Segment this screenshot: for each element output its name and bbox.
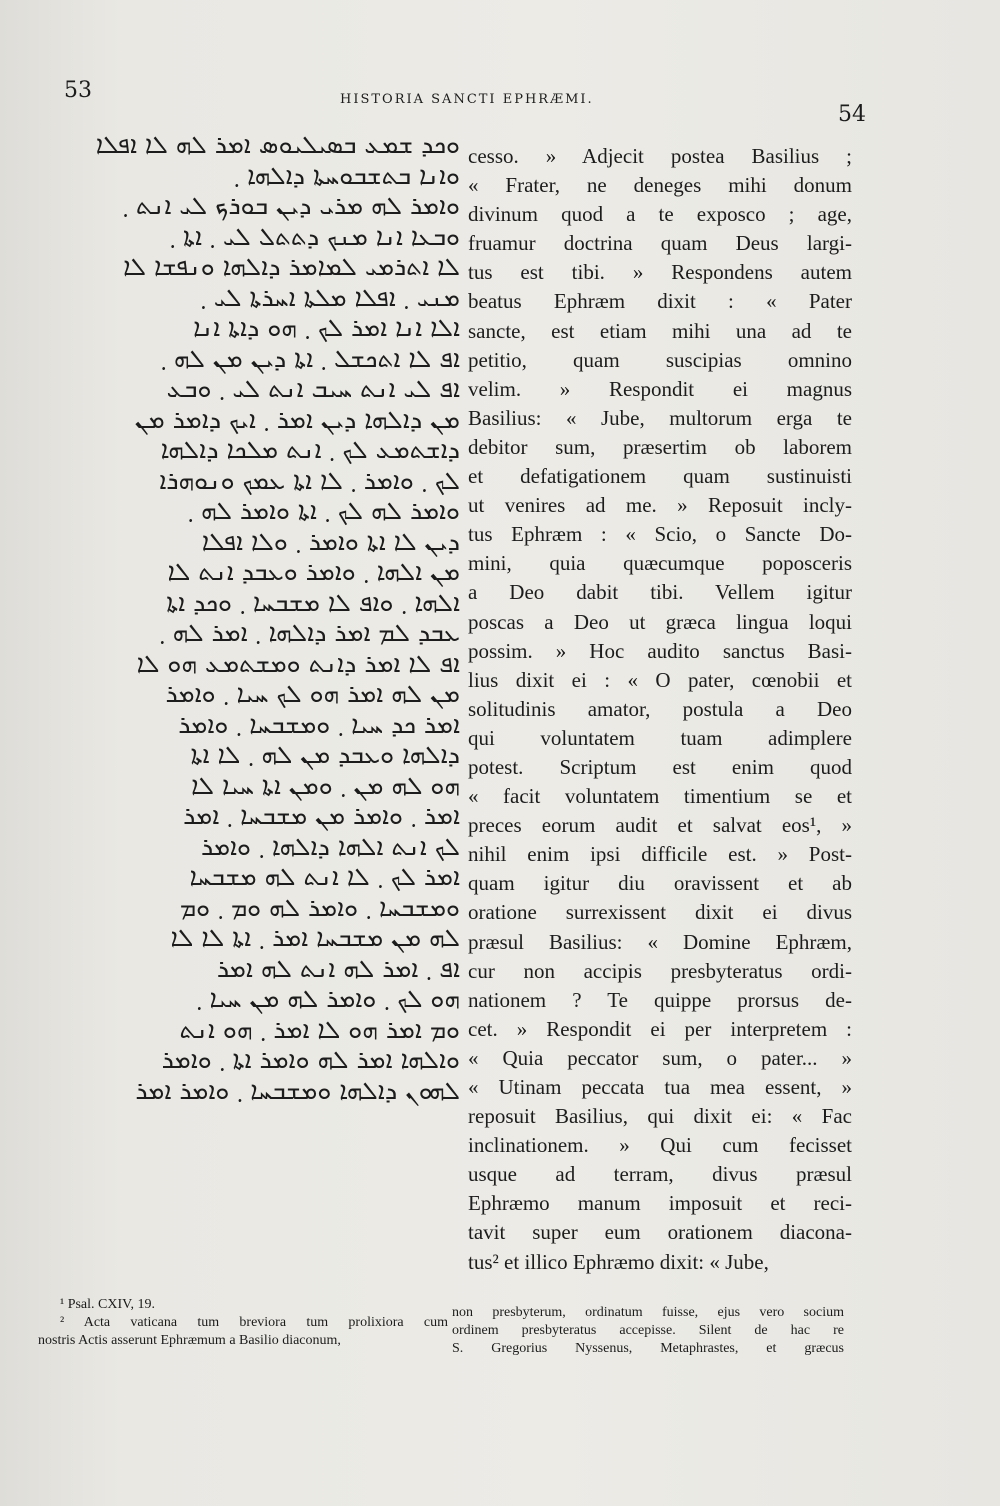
syriac-line-line: ܡܢ ܐܠܗܐ ܂ ܘܐܡܪ ܘܥܒܕ ܐܢܬ ܠܐ [167, 557, 460, 586]
syriac-line-line: ܐܦ ܠܐ ܐܡܪ ܕܐܢܬ ܘܡܫܬܡܥ ܗܘ ܠܐ [136, 648, 460, 678]
syriac-line-line: ܕܐܫܬܡܥ ܠܟ ܂ ܐܢܬ ܡܠܟܐ ܕܐܠܗܐ [160, 435, 460, 464]
latin-line-line: possim. » Hoc audito sanctus Basi- [468, 638, 852, 663]
syriac-line-line: ܐܡܪ ܟܕ ܚܝܐ ܂ ܘܡܫܒܚܐ ܂ ܘܐܡܪ [178, 709, 460, 739]
latin-line-line: quam igitur diu oravissent et ab [468, 871, 852, 896]
latin-line-line: præsul Basilius: « Domine Ephræm, [468, 929, 852, 954]
footnotes-right [452, 1304, 844, 1358]
syriac-text-column [40, 130, 460, 1106]
latin-line-line: petitio, quam suscipias omnino [468, 347, 852, 372]
footnotes-left-line: nostris Actis asserunt Ephræmum a Basilio diaconum, [38, 1333, 341, 1348]
footnotes-left [38, 1296, 448, 1350]
latin-line-line: usque ad terram, divus præsul [468, 1162, 852, 1187]
latin-text-column [468, 142, 852, 1277]
page-number-right: 54 [838, 102, 866, 127]
latin-line-line: « Utinam peccata tua mea essent, » [468, 1075, 852, 1099]
syriac-line-line: ܠܟ ܂ ܘܐܡܪ ܂ ܠܐ ܐܬܐ ܥܡܟ ܘܢܘܗܪܐ [159, 465, 460, 495]
latin-line-line: lius dixit ei : « O pater, cœnobii et [468, 667, 852, 692]
latin-line-line: fruamur doctrina quam Deus largi- [468, 231, 852, 256]
syriac-line-line: ܕܝܢ ܠܐ ܐܬܐ ܘܐܡܪ ܂ ܘܠܐ ܐܦܠܐ [201, 526, 460, 556]
latin-line-line: tus Ephræm : « Scio, o Sancte Do- [468, 522, 852, 547]
latin-line-line: qui voluntatem tuam adimplere [468, 725, 852, 750]
latin-line-line: cur non accipis presbyteratus ordi- [468, 958, 852, 983]
latin-line-line: tus² et illico Ephræmo dixit: « Jube, [468, 1249, 769, 1274]
latin-line-line: mini, quia quæcumque poposceris [468, 551, 852, 576]
latin-line-line: inclinationem. » Qui cum fecisset [468, 1133, 852, 1158]
syriac-line-line: ܐܠܗܐ ܂ ܘܐܦ ܠܐ ܡܫܒܚܐ ܂ ܘܟܕ ܐܬܐ [166, 587, 460, 617]
latin-line-line: « Frater, ne deneges mihi donum [468, 173, 852, 198]
latin-line-line: Ephræmo manum imposuit et reci- [468, 1191, 852, 1216]
latin-line-line: nationem ? Te quippe prorsus de- [468, 987, 852, 1012]
latin-line-line: « Quia peccator sum, o pater... » [468, 1045, 852, 1070]
latin-line-line: preces eorum audit et salvat eos¹, » [468, 813, 852, 838]
syriac-line-line: ܠܗ ܡܢ ܡܫܒܚܐ ܐܡܪ ܂ ܐܬܐ ܠܐ ܠܐ [170, 923, 460, 952]
syriac-line-line: ܘܡ ܐܡܪ ܗܘ ܠܐ ܐܡܪ ܂ ܗܘ ܐܢܬ [179, 1014, 460, 1044]
latin-line-line: oratione surrexissent dixit ei divus [468, 900, 852, 925]
syriac-line-line: ܘܐܡܪ ܠܗ ܠܟ ܂ ܐܬܐ ܘܐܡܪ ܠܗ ܂ [187, 496, 460, 525]
latin-line-line: tus est tibi. » Respondens autem [468, 260, 852, 285]
syriac-line-line: ܐܦ ܠܐ ܐܬܟܫܠ ܂ ܐܬܐ ܕܝܢ ܡܢ ܠܗ ܂ [160, 343, 460, 373]
syriac-line-line: ܠܗܘܢ ܕܐܠܗܐ ܘܡܫܒܚܐ ܂ ܘܐܡܪ ܐܡܪ [135, 1075, 460, 1105]
latin-line-line: et defatigationem quam sustinuisti [468, 464, 852, 489]
syriac-line-line: ܐܦ ܂ ܐܡܪ ܠܗ ܐܢܬ ܠܗ ܐܡܪ [216, 953, 460, 983]
syriac-line-line: ܐܠܐ ܐܢܐ ܐܡܪ ܠܟ ܂ ܗܘ ܕܐܬܐ ܐܢܐ [193, 313, 460, 342]
latin-line-line: beatus Ephræm dixit : « Pater [468, 289, 852, 314]
syriac-line-line: ܘܟܕ ܫܡܥ ܒܣܝܠܝܘܣ ܐܡܪ ܠܗ ܠܐ ܐܦܠܐ [95, 130, 460, 159]
syriac-line-line: ܐܡܪ ܠܟ ܂ ܠܐ ܐܢܬ ܠܗ ܡܫܒܚܐ [189, 862, 460, 891]
latin-line-line: cesso. » Adjecit postea Basilius ; [468, 144, 852, 168]
footnotes-left-line: ² Acta vaticana tum breviora tum prolixiora cum [60, 1315, 448, 1330]
syriac-line-line: ܐܡܪ ܂ ܘܐܡܪ ܡܢ ܡܫܒܚܐ ܂ ܐܡܪ [183, 801, 460, 830]
syriac-line-line: ܘܐܠܗܐ ܐܡܪ ܠܗ ܘܐܡܪ ܐܬܐ ܂ ܘܐܡܪ [161, 1045, 460, 1074]
running-title: HISTORIA SANCTI EPHRÆMI. [340, 92, 594, 107]
footnotes-right-line: S. Gregorius Nyssenus, Metaphrastes, et græcus [452, 1341, 844, 1356]
page-number-left: 53 [64, 78, 92, 103]
latin-line-line: cet. » Respondit ei per interpretem : [468, 1016, 852, 1041]
latin-line-line: Basilius: « Jube, multorum erga te [468, 405, 852, 430]
syriac-line-line: ܡܢܝ ܂ ܐܦܠܐ ܡܠܬܐ ܐܚܪܬܐ ܠܝ ܂ [200, 282, 460, 312]
latin-line-line: potest. Scriptum est enim quod [468, 754, 852, 779]
footnotes-left-line: ¹ Psal. CXIV, 19. [60, 1297, 155, 1312]
latin-line-line: velim. » Respondit ei magnus [468, 376, 852, 401]
latin-line-line: « facit voluntatem timentium se et [468, 784, 852, 809]
syriac-line-line: ܘܡܫܒܚܐ ܂ ܘܐܡܪ ܠܗ ܘܡ ܂ ܘܡ [179, 892, 460, 922]
syriac-line-line: ܗܘ ܠܗ ܡܢ ܂ ܘܡܢ ܐܬܐ ܚܝܐ ܠܐ [191, 770, 460, 800]
syriac-line-line: ܡܢ ܕܐܠܗܐ ܕܝܢ ܐܡܪ ܂ ܐܝܟ ܕܐܡܪ ܡܢ [134, 404, 460, 434]
syriac-line-line: ܘܐܡܪ ܠܗ ܡܪܝ ܕܝܢ ܒܘܪܟ ܠܝ ܐܢܬ ܂ [122, 191, 460, 220]
syriac-line-line: ܘܒܥܐ ܐܢܐ ܡܢܟ ܕܬܬܠ ܠܝ ܂ ܐܬܐ ܂ [170, 221, 460, 251]
latin-line-line: sancte, est etiam mihi una ad te [468, 318, 852, 343]
syriac-line-line: ܘܐܢܐ ܒܬܫܒܘܚܬܐ ܕܐܠܗܐ ܂ [234, 160, 460, 190]
syriac-line-line: ܠܟ ܐܢܬ ܐܠܗܐ ܕܐܠܗܐ ܂ ܘܐܡܪ [200, 831, 460, 861]
latin-line-line: nihil enim ipsi difficile est. » Post- [468, 842, 852, 867]
footnotes-right-line: non presbyterum, ordinatum fuisse, ejus vero socium [452, 1305, 844, 1320]
syriac-line-line: ܡܢ ܠܗ ܐܡܪ ܗܘ ܠܟ ܚܝܐ ܂ ܘܐܡܪ [165, 679, 460, 708]
latin-line-line: a Deo dabit tibi. Vellem igitur [468, 580, 852, 605]
latin-line-line: divinum quod a te exposco ; age, [468, 202, 852, 227]
syriac-line-line: ܐܦ ܠܝ ܐܢܬ ܚܝܒ ܐܢܬ ܠܝ ܂ ܘܒܥ [166, 374, 460, 403]
syriac-line-line: ܗܘ ܠܟ ܂ ܘܐܡܪ ܠܗ ܡܢ ܚܝܐ ܂ [196, 984, 460, 1013]
syriac-line-line: ܥܒܕ ܠܡ ܐܡܪ ܕܐܠܗܐ ܂ ܐܡܪ ܠܗ ܂ [159, 618, 460, 647]
syriac-line-line: ܠܐ ܐܬܪܡܝ ܠܡܐܡܪ ܕܐܠܗܐ ܘܢܦܫܐ ܠܐ [123, 252, 460, 281]
latin-line-line: ut venires ad me. » Reposuit incly- [468, 493, 852, 518]
latin-line-line: reposuit Basilius, qui dixit ei: « Fac [468, 1104, 852, 1129]
footnotes-right-line: ordinem presbyteratus accepisse. Silent de hac re [452, 1323, 844, 1338]
latin-line-line: tavit super eum orationem diacona- [468, 1220, 852, 1245]
latin-line-line: solitudinis amator, postula a Deo [468, 696, 852, 721]
syriac-line-line: ܕܐܠܗܐ ܘܥܒܕ ܡܢ ܠܗ ܂ ܠܐ ܐܬܐ [190, 740, 460, 769]
latin-line-line: poscas a Deo ut græca lingua loqui [468, 609, 852, 634]
latin-line-line: debitor sum, præsertim ob laborem [468, 434, 852, 459]
